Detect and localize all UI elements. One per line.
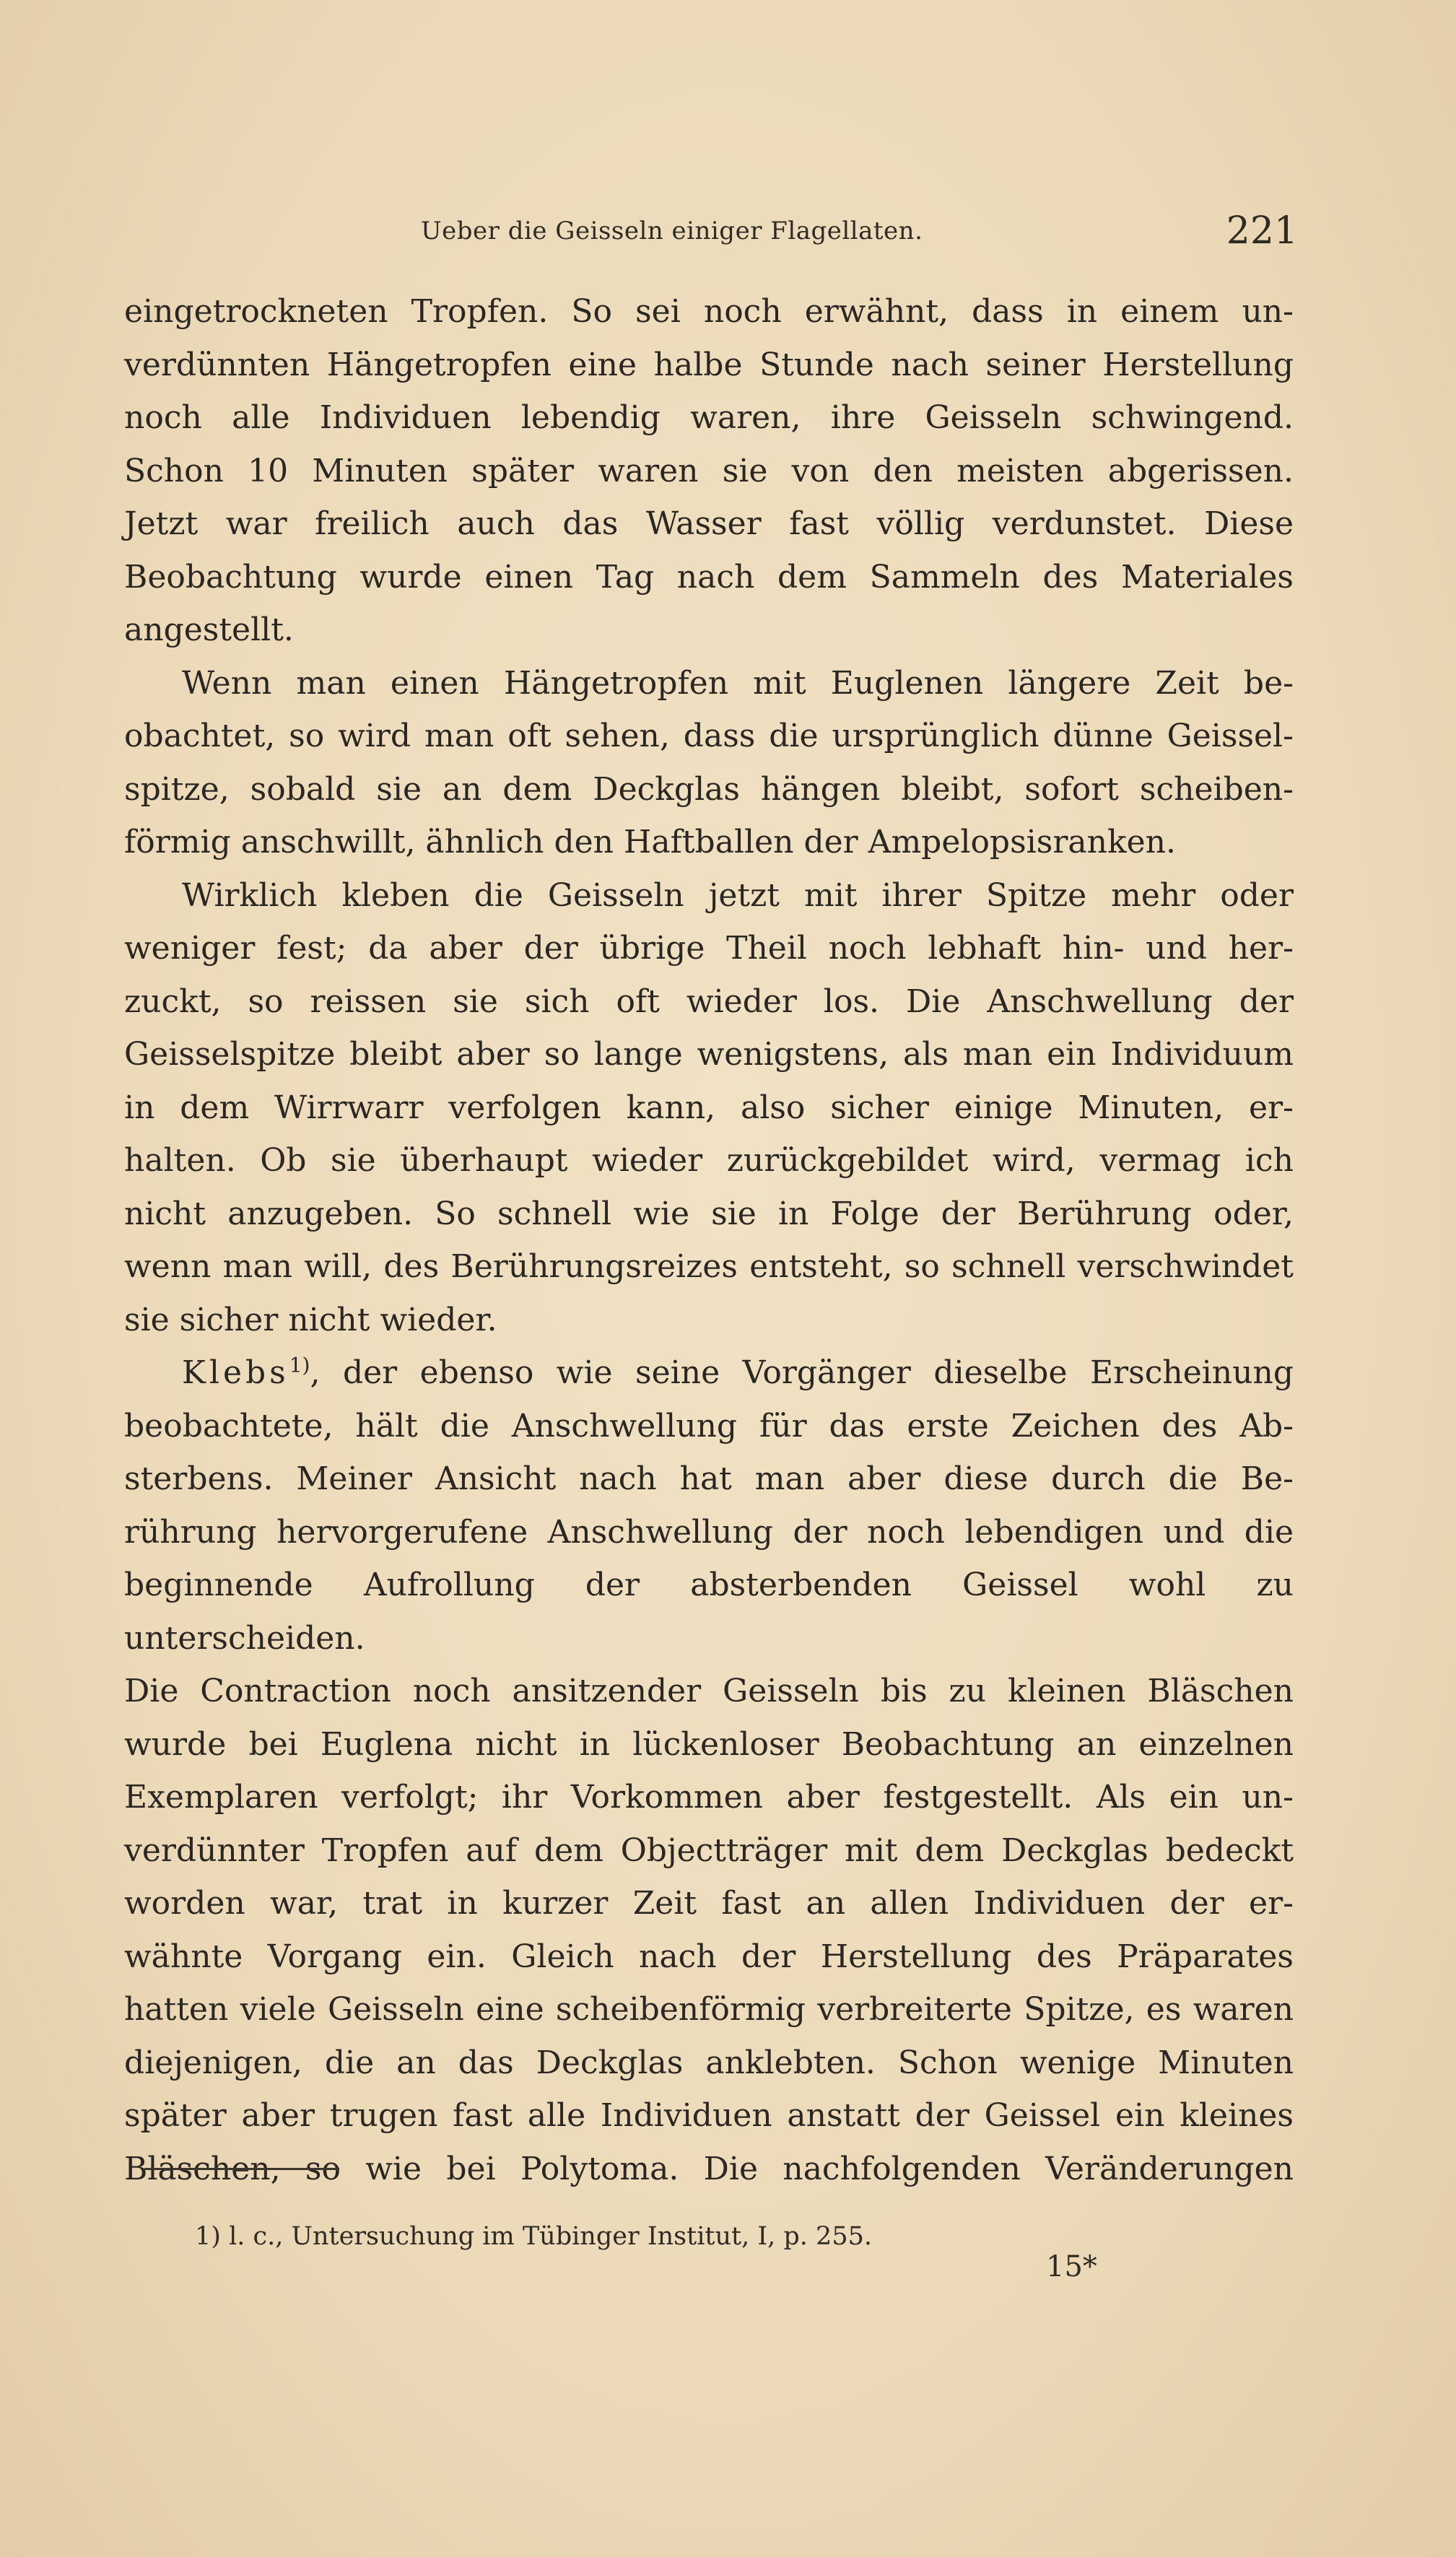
text-line: nicht anzugeben. So schnell wie sie in Folge der Berührung oder, <box>124 1195 1294 1232</box>
text-line: sie sicher nicht wieder. <box>124 1301 497 1338</box>
text-line: hatten viele Geisseln eine scheibenförmig verbreiterte Spitze, es waren <box>124 1991 1294 2028</box>
text-line: halten. Ob sie überhaupt wieder zurückgebildet wird, vermag ich <box>124 1142 1294 1179</box>
page-number: 221 <box>1226 209 1298 253</box>
text-line: angestellt. <box>124 611 294 648</box>
text-line: beginnende Aufrollung der absterbenden Geissel wohl zu unterscheiden. <box>124 1567 1294 1657</box>
text-line: Bläschen, so wie bei Polytoma. Die nachfolgenden Veränderungen <box>124 2150 1294 2187</box>
footnote-divider <box>144 2168 339 2170</box>
text-line: wähnte Vorgang ein. Gleich nach der Herstellung des Präparates <box>124 1938 1294 1975</box>
text-line: beobachtete, hält die Anschwellung für das erste Zeichen des Ab- <box>124 1407 1294 1445</box>
text-line: wenn man will, des Berührungsreizes entsteht, so schnell verschwindet <box>124 1248 1294 1285</box>
running-title: Ueber die Geisseln einiger Flagellaten. <box>421 217 923 245</box>
text-line: Geisselspitze bleibt aber so lange wenigstens, als man ein Individuum <box>124 1036 1294 1073</box>
text-line: noch alle Individuen lebendig waren, ihre Geisseln schwingend. <box>124 399 1294 436</box>
text-line: weniger fest; da aber der übrige Theil noch lebhaft hin- und her- <box>124 930 1294 967</box>
text-line: diejenigen, die an das Deckglas anklebten. Schon wenige Minuten <box>124 2044 1294 2081</box>
text-line: obachtet, so wird man oft sehen, dass die ursprünglich dünne Geissel- <box>124 718 1294 754</box>
text-line: Beobachtung wurde einen Tag nach dem Sammeln des Materiales <box>124 558 1294 596</box>
footnote-ref: 1) <box>289 1353 310 1377</box>
text-line: Exemplaren verfolgt; ihr Vorkommen aber festgestellt. Als ein un- <box>124 1779 1294 1816</box>
text-line: eingetrockneten Tropfen. So sei noch erwähnt, dass in einem un- <box>124 293 1294 330</box>
footnote <box>195 2222 872 2251</box>
text-line: worden war, trat in kurzer Zeit fast an allen Individuen der er- <box>124 1885 1294 1922</box>
text-line: Die Contraction noch ansitzender Geisseln bis zu kleinen Bläschen <box>124 1673 1294 1709</box>
author-name: Klebs <box>182 1354 289 1391</box>
page-header <box>421 209 1298 253</box>
signature-mark: 15* <box>1046 2250 1097 2283</box>
text-line: verdünnten Hängetropfen eine halbe Stunde nach seiner Herstellung <box>124 346 1294 383</box>
text-line: rührung hervorgerufene Anschwellung der noch lebendigen und die <box>124 1513 1294 1551</box>
text-line-content: Wirklich kleben die Geisseln jetzt mit ihrer Spitze mehr oder <box>182 876 1294 914</box>
footnote-marker: 1) <box>195 2222 221 2251</box>
text-line: zuckt, so reissen sie sich oft wieder los. Die Anschwellung der <box>124 983 1294 1020</box>
text-line: förmig anschwillt, ähnlich den Haftballen der Ampelopsisranken. <box>124 824 1176 861</box>
text-line: später aber trugen fast alle Individuen anstatt der Geissel ein kleines <box>124 2097 1294 2134</box>
text-line: in dem Wirrwarr verfolgen kann, also sicher einige Minuten, er- <box>124 1089 1294 1126</box>
text-line-content: Wenn man einen Hängetropfen mit Euglenen längere Zeit be- <box>182 664 1294 702</box>
text-line: spitze, sobald sie an dem Deckglas hängen bleibt, sofort scheiben- <box>124 770 1294 808</box>
text-line: verdünnter Tropfen auf dem Objectträger mit dem Deckglas bedeckt <box>124 1831 1294 1869</box>
text-line <box>124 1346 1294 1400</box>
text-line-content: , der ebenso wie seine Vorgänger dieselbe Erscheinung <box>310 1354 1294 1391</box>
text-line: Schon 10 Minuten später waren sie von den meisten abgerissen. <box>124 452 1294 489</box>
footnote-text: l. c., Untersuchung im Tübinger Institut, I, p. 255. <box>229 2222 872 2251</box>
text-line: wurde bei Euglena nicht in lückenloser Beobachtung an einzelnen <box>124 1725 1294 1763</box>
text-line: sterbens. Meiner Ansicht nach hat man aber diese durch die Be- <box>124 1460 1294 1497</box>
text-line <box>124 657 1294 710</box>
text-line: Jetzt war freilich auch das Wasser fast völlig verdunstet. Diese <box>124 505 1294 542</box>
text-line <box>124 869 1294 923</box>
body-text <box>124 285 1294 2195</box>
